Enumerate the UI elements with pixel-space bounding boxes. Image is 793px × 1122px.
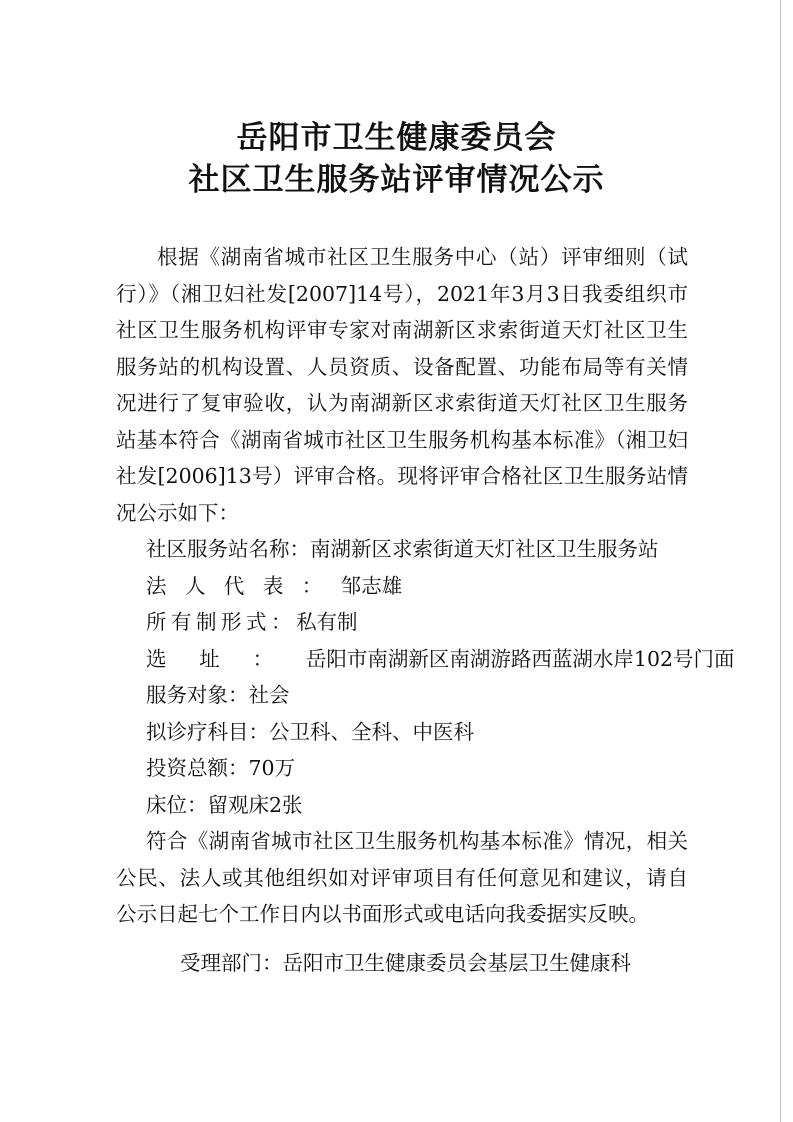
field-label: 床位： [146, 792, 208, 817]
field-label: 法人代表： [146, 573, 341, 598]
field-station-name [116, 531, 688, 568]
document-title-line-1: 岳阳市卫生健康委员会 [236, 120, 557, 156]
field-label: 社区服务站名称： [146, 537, 310, 561]
field-address [116, 641, 735, 678]
field-label: 所有制形式： [146, 610, 297, 634]
field-value: 留观床2张 [207, 792, 303, 817]
field-value: 社会 [248, 683, 290, 707]
field-label: 受理部门： [180, 950, 283, 975]
field-departments [116, 714, 688, 751]
field-ownership [116, 604, 688, 641]
field-label: 服务对象： [146, 683, 249, 707]
field-value: 70万 [248, 756, 296, 780]
document-title-line-2: 社区卫生服务站评审情况公示 [188, 162, 605, 198]
field-legal-rep [116, 568, 688, 605]
intro-paragraph: 根据《湖南省城市社区卫生服务中心（站）评审细则（试行）》（湘卫妇社发[2007]14号），2021年3月3日我委组织市社区卫生服务机构评审专家对南湖新区求索街道天灯社区卫生服务站的机构设置、人员资质、设备配置、功能布局等有关情况进行了复审验收，认为南湖新区求索街道天灯社区卫生服务站基本符合《湖南省城市社区卫生服务机构基本标准》（湘卫妇社发[2006]13号）评审合格。现将评审合格社区卫生服务站情况公示如下： [116, 245, 688, 525]
field-investment [116, 750, 688, 787]
field-label: 选址： [146, 646, 306, 671]
field-label: 拟诊疗科目： [146, 719, 269, 744]
closing-paragraph: 符合《湖南省城市社区卫生服务机构基本标准》情况，相关公民、法人或其他组织如对评审项目有任何意见和建议，请自公示日起七个工作日内以书面形式或电话向我委据实反映。 [116, 829, 688, 926]
field-value: 岳阳市卫生健康委员会基层卫生健康科 [282, 950, 631, 975]
document-body [116, 239, 735, 981]
field-value: 邹志雄 [340, 573, 403, 598]
field-value: 岳阳市南湖新区南湖游路西蓝湖水岸102号门面 [305, 646, 735, 671]
field-value: 私有制 [296, 610, 358, 634]
receiving-department [116, 945, 688, 982]
field-beds [116, 787, 688, 824]
field-label: 投资总额： [146, 756, 249, 780]
field-value: 公卫科、全科、中医科 [269, 719, 474, 744]
field-value: 南湖新区求索街道天灯社区卫生服务站 [310, 537, 659, 561]
field-service-target [116, 677, 688, 714]
